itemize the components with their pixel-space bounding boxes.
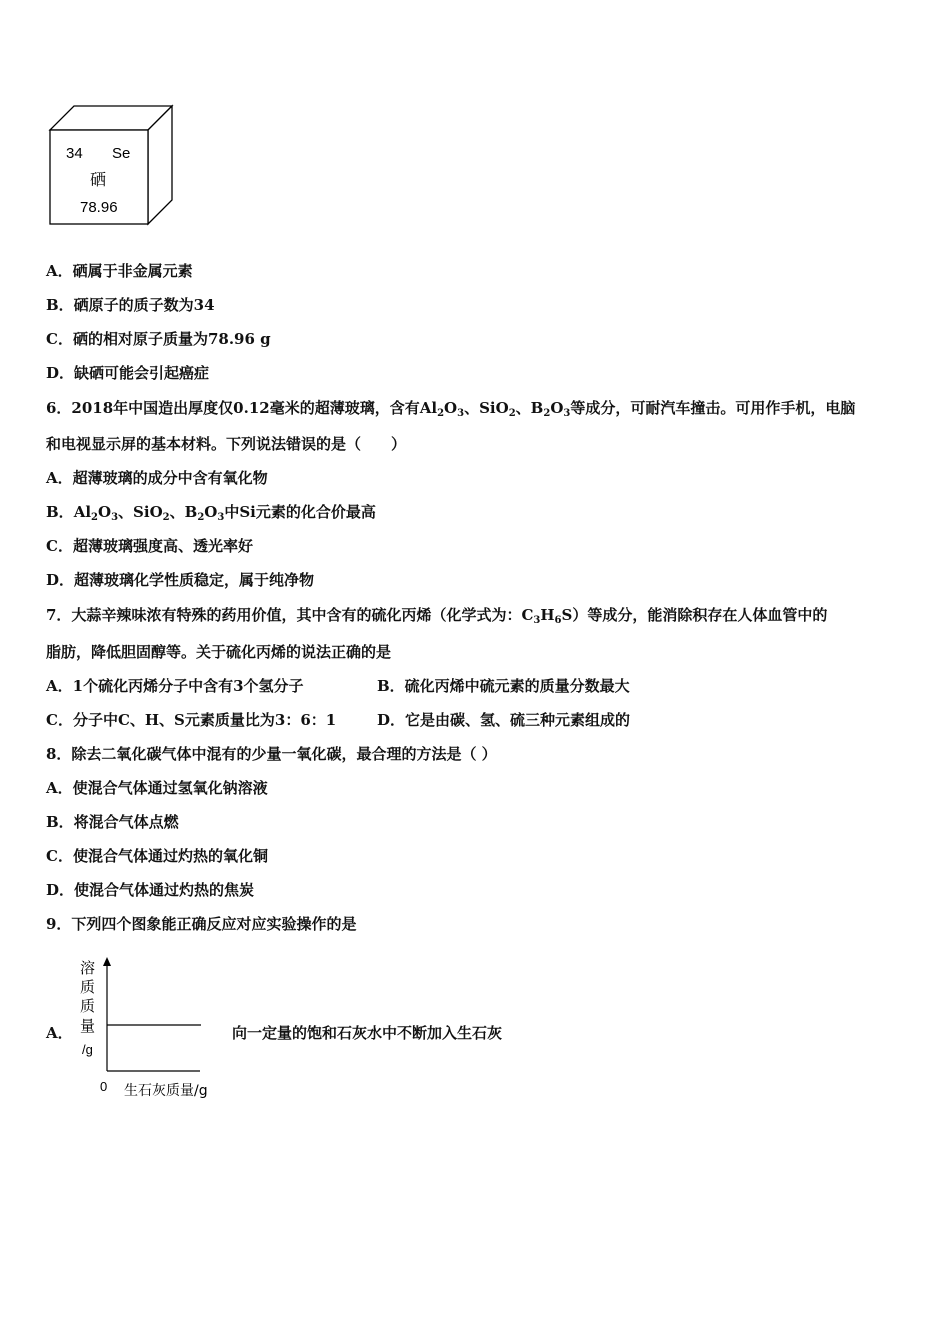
q9-stem: 9．下列四个图象能正确反应对应实验操作的是 bbox=[46, 915, 357, 933]
origin-label: 0 bbox=[100, 1079, 108, 1094]
q6-option-c: C．超薄玻璃强度高、透光率好 bbox=[46, 537, 253, 555]
q6-stem-text: 6．2018年中国造出厚度仅0.12毫米的超薄玻璃，含有 bbox=[46, 399, 420, 417]
q9-option-a-graph bbox=[72, 955, 242, 1105]
formula-b2o3: 、$B_2O_3$ bbox=[515, 399, 571, 419]
element-symbol: Se bbox=[112, 145, 131, 162]
atomic-mass: 78.96 bbox=[80, 199, 118, 216]
selenium-element-box bbox=[46, 102, 176, 226]
formula-al2o3: $Al_2O_3$ bbox=[419, 399, 465, 419]
q8-option-b: B．将混合气体点燃 bbox=[46, 813, 179, 831]
q6-option-d: D．超薄玻璃化学性质稳定，属于纯净物 bbox=[46, 571, 315, 589]
q8-option-c: C．使混合气体通过灼热的氧化铜 bbox=[46, 847, 268, 865]
q8-option-a: A．使混合气体通过氢氧化钠溶液 bbox=[46, 779, 268, 797]
formula-sio2: 、SiO$_2$ bbox=[464, 399, 516, 419]
atomic-number: 34 bbox=[66, 145, 83, 162]
q6-stem-line-1 bbox=[46, 398, 855, 418]
q8-stem: 8．除去二氧化碳气体中混有的少量一氧化碳，最合理的方法是（ ） bbox=[46, 745, 497, 763]
q6-option-b: B．$Al_2O_3$、SiO$_2$、$B_2O_3$中Si元素的化合价最高 bbox=[46, 503, 376, 523]
element-name: 硒 bbox=[90, 170, 107, 189]
q5-option-c: C．硒的相对原子质量为78.96 g bbox=[46, 330, 271, 348]
q7-option-a: A．1个硫化丙烯分子中含有3个氢分子 bbox=[46, 677, 304, 695]
y-label-char-1: 溶 bbox=[80, 959, 96, 977]
y-label-char-4: 量 bbox=[80, 1017, 96, 1035]
y-label-char-3: 质 bbox=[80, 997, 96, 1015]
q6-option-a: A．超薄玻璃的成分中含有氧化物 bbox=[46, 469, 268, 487]
y-label-char-2: 质 bbox=[80, 978, 96, 996]
q5-option-a: A．硒属于非金属元素 bbox=[46, 262, 193, 280]
y-axis-arrow-icon bbox=[103, 957, 111, 966]
q6-stem-tail: 等成分，可耐汽车撞击。可用作手机，电脑 bbox=[570, 399, 856, 417]
q7-stem-line-2: 脂肪，降低胆固醇等。关于硫化丙烯的说法正确的是 bbox=[46, 643, 392, 661]
q9-option-a-description: 向一定量的饱和石灰水中不断加入生石灰 bbox=[232, 1024, 503, 1042]
x-axis-label: 生石灰质量/g bbox=[124, 1083, 208, 1099]
q7-option-d: D．它是由碳、氢、硫三种元素组成的 bbox=[377, 711, 631, 729]
q7-option-c: C．分子中C、H、S元素质量比为3：6：1 bbox=[46, 711, 337, 729]
q5-option-b: B．硒原子的质子数为34 bbox=[46, 296, 215, 314]
q8-option-d: D．使混合气体通过灼热的焦炭 bbox=[46, 881, 255, 899]
q9-option-a-label: A． bbox=[46, 1024, 73, 1042]
q7-option-b: B．硫化丙烯中硫元素的质量分数最大 bbox=[377, 677, 630, 695]
q5-option-d: D．缺硒可能会引起癌症 bbox=[46, 364, 210, 382]
q6-stem-line-2: 和电视显示屏的基本材料。下列说法错误的是（ ） bbox=[46, 435, 407, 453]
q7-stem-line-1: 7．大蒜辛辣味浓有特殊的药用价值，其中含有的硫化丙烯（化学式为：$C_3H_6S$）等成分，能消除积存在人体血管中的 bbox=[46, 606, 828, 626]
y-label-unit: /g bbox=[82, 1042, 93, 1057]
